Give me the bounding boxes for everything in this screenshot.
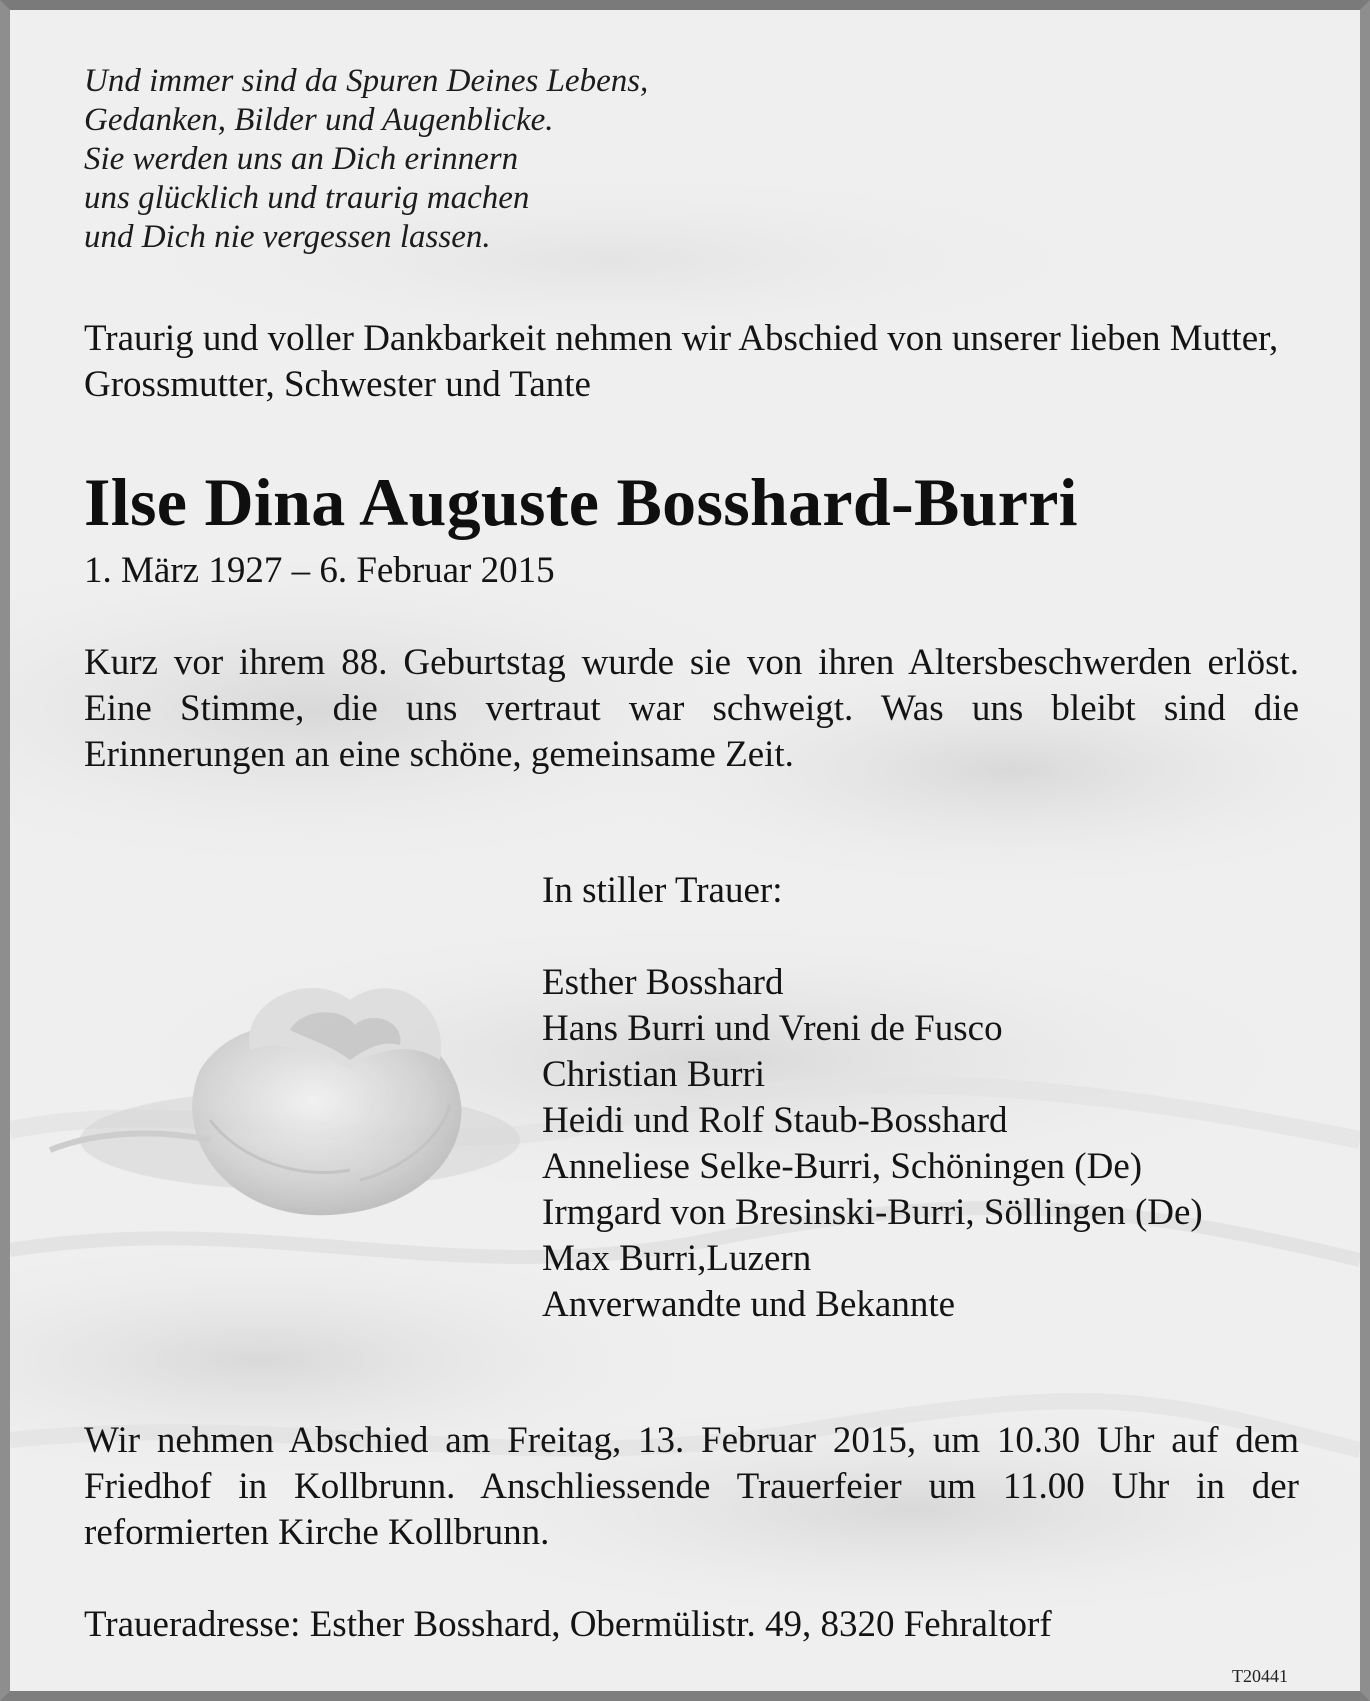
mourners-section	[542, 868, 1203, 1328]
mourner-name: Hans Burri und Vreni de Fusco	[542, 1008, 1003, 1049]
mourner-name: Heidi und Rolf Staub-Bosshard	[542, 1100, 1008, 1141]
mourner-name: Irmgard von Bresinski-Burri, Söllingen (De)	[542, 1192, 1203, 1233]
funeral-details: Wir nehmen Abschied am Freitag, 13. Februar 2015, um 10.30 Uhr auf dem Friedhof in Kollbrunn. Anschliessende Trauerfeier um 11.00 Uhr in der reformierten Kirche Kollbrunn.	[84, 1420, 1299, 1553]
reference-code: T20441	[1232, 1666, 1288, 1686]
memorial-poem: Und immer sind da Spuren Deines Lebens, Gedanken, Bilder und Augenblicke. Sie werden uns an Dich erinnern uns glücklich und traurig machen und Dich nie vergessen lassen.	[84, 63, 649, 255]
memorial-text: Kurz vor ihrem 88. Geburtstag wurde sie von ihren Altersbeschwerden erlöst. Eine Stimme, die uns vertraut war schweigt. Was uns bleibt sind die Erinnerungen an eine schöne, gemeinsame Zeit.	[84, 642, 1299, 775]
mourners-list	[542, 960, 1203, 1328]
mourning-address: Traueradresse: Esther Bosshard, Obermülistr. 49, 8320 Fehraltorf	[84, 1604, 1052, 1645]
intro-text: Traurig und voller Dankbarkeit nehmen wir Abschied von unserer lieben Mutter, Grossmutter, Schwester und Tante	[84, 318, 1279, 405]
mourner-name: Anverwandte und Bekannte	[542, 1284, 956, 1325]
mourner-name: Christian Burri	[542, 1054, 766, 1095]
mourner-name: Anneliese Selke-Burri, Schöningen (De)	[542, 1146, 1143, 1187]
mourners-heading: In stiller Trauer:	[542, 870, 783, 911]
life-dates: 1. März 1927 – 6. Februar 2015	[84, 550, 555, 591]
deceased-name: Ilse Dina Auguste Bosshard-Burri	[84, 464, 1078, 540]
mourner-name: Max Burri,Luzern	[542, 1238, 812, 1279]
mourner-name: Esther Bosshard	[542, 962, 784, 1003]
